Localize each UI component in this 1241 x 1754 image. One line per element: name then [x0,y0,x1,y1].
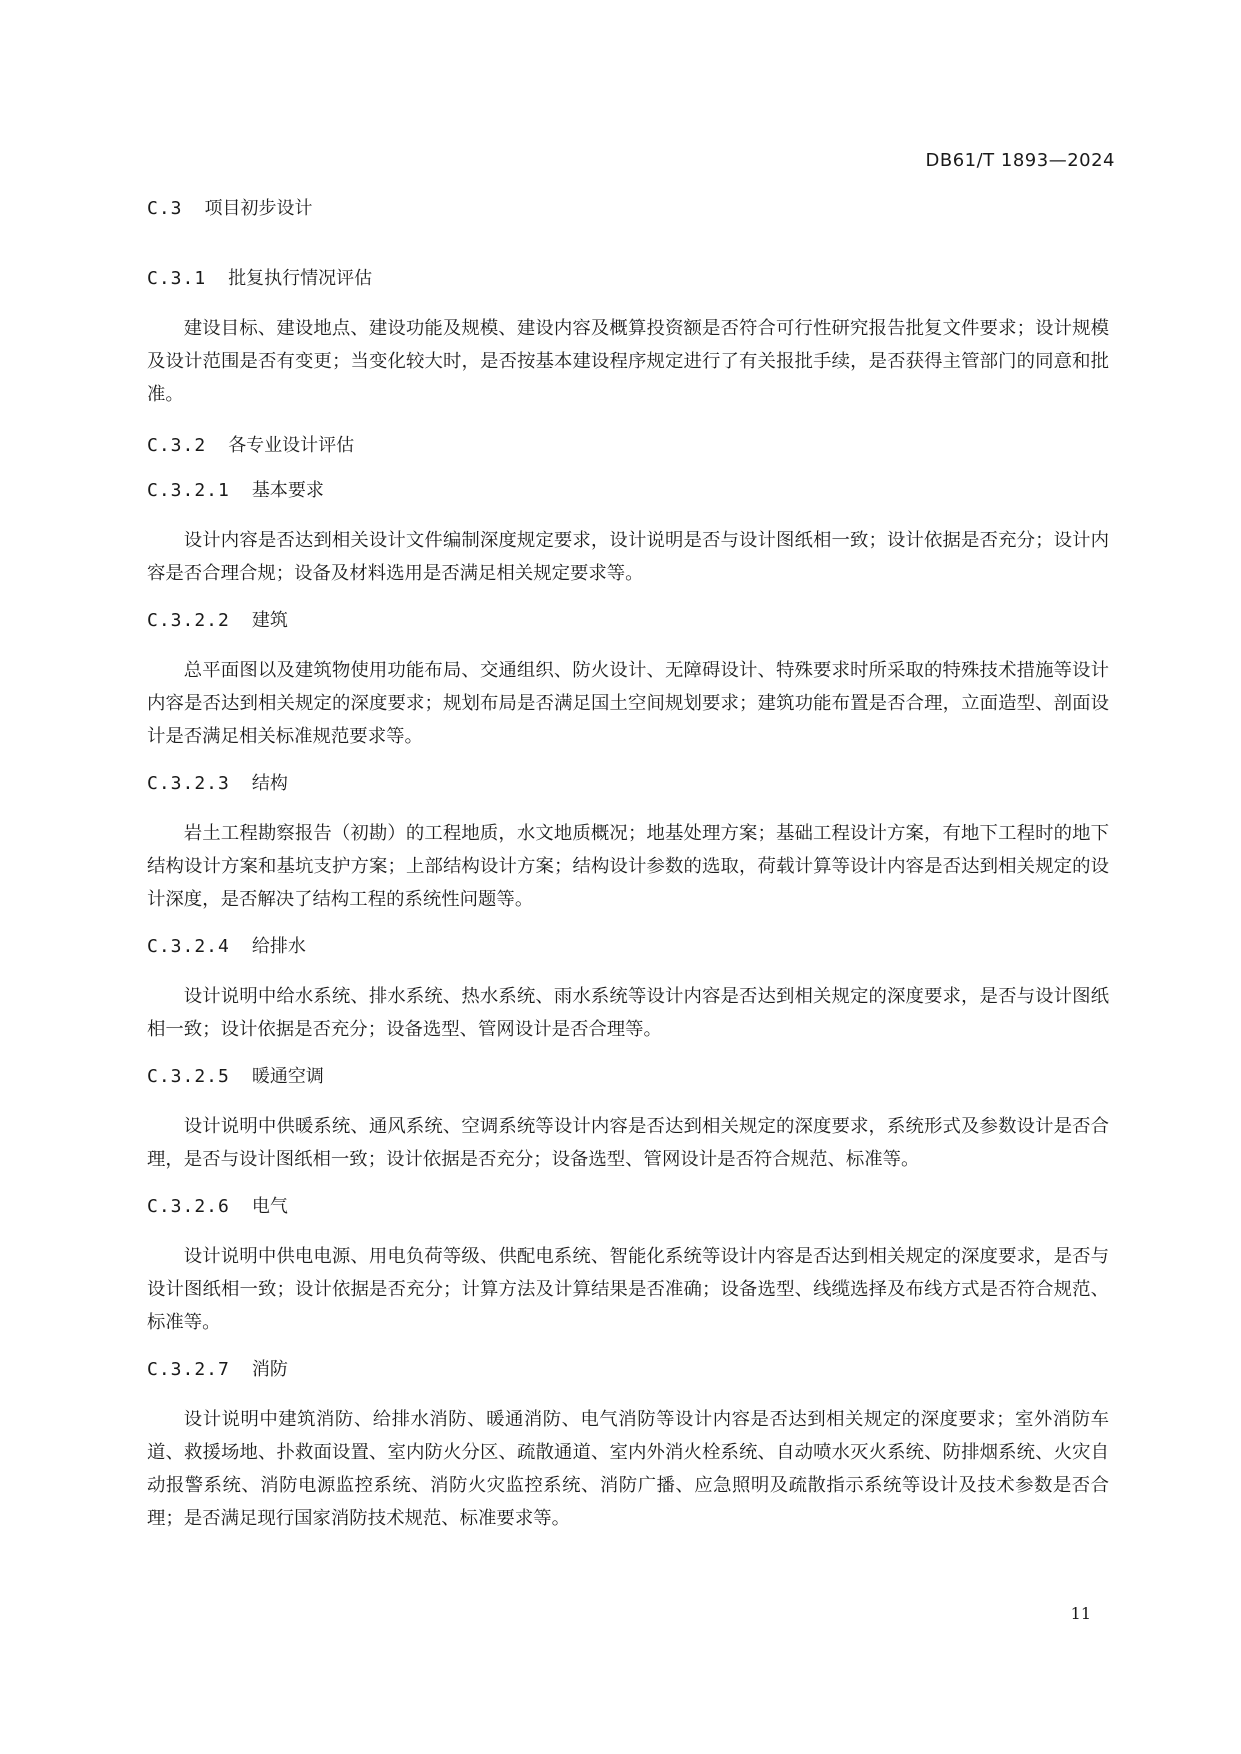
section-title: 结构 [251,773,288,794]
section-heading-c3-2-6 [147,1194,1109,1220]
section-number: C.3 [147,198,183,219]
section-title: 批复执行情况评估 [228,268,373,289]
section-heading-c3-2-5 [147,1064,1109,1090]
section-number: C.3.2.5 [147,1066,230,1087]
paragraph-c3-2-2: 总平面图以及建筑物使用功能布局、交通组织、防火设计、无障碍设计、特殊要求时所采取的特殊技术措施等设计内容是否达到相关规定的深度要求；规划布局是否满足国土空间规划要求；建筑功能布置是否合理，立面造型、剖面设计是否满足相关标准规范要求等。 [147,660,1109,747]
document-body [147,196,1109,1535]
paragraph-c3-2-7: 设计说明中建筑消防、给排水消防、暖通消防、电气消防等设计内容是否达到相关规定的深度要求；室外消防车道、救援场地、扑救面设置、室内防火分区、疏散通道、室内外消火栓系统、自动喷水灭火系统、防排烟系统、火灾自动报警系统、消防电源监控系统、消防火灾监控系统、消防广播、应急照明及疏散指示系统等设计及技术参数是否合理；是否满足现行国家消防技术规范、标准要求等。 [147,1409,1109,1529]
section-number: C.3.2.1 [147,480,230,501]
paragraph-c3-2-1: 设计内容是否达到相关设计文件编制深度规定要求，设计说明是否与设计图纸相一致；设计依据是否充分；设计内容是否合理合规；设备及材料选用是否满足相关规定要求等。 [147,530,1109,584]
section-heading-c3 [147,196,1109,222]
section-number: C.3.2.2 [147,610,230,631]
section-number: C.3.2.6 [147,1196,230,1217]
section-heading-c3-2-1 [147,478,1109,504]
paragraph-c3-1: 建设目标、建设地点、建设功能及规模、建设内容及概算投资额是否符合可行性研究报告批复文件要求；设计规模及设计范围是否有变更；当变化较大时，是否按基本建设程序规定进行了有关报批手续，是否获得主管部门的同意和批准。 [147,318,1109,405]
section-title: 暖通空调 [251,1066,324,1087]
section-heading-c3-2-2 [147,608,1109,634]
section-number: C.3.2.4 [147,936,230,957]
section-title: 消防 [251,1359,288,1380]
section-number: C.3.2 [147,435,207,456]
section-number: C.3.2.7 [147,1359,230,1380]
section-title: 给排水 [251,936,306,957]
section-number: C.3.2.3 [147,773,230,794]
section-title: 项目初步设计 [204,198,313,219]
section-number: C.3.1 [147,268,207,289]
paragraph-c3-2-3: 岩土工程勘察报告（初勘）的工程地质，水文地质概况；地基处理方案；基础工程设计方案，有地下工程时的地下结构设计方案和基坑支护方案；上部结构设计方案；结构设计参数的选取，荷载计算等设计内容是否达到相关规定的设计深度，是否解决了结构工程的系统性问题等。 [147,823,1109,910]
section-title: 建筑 [251,610,288,631]
section-title: 各专业设计评估 [228,435,355,456]
page-number: 11 [1070,1604,1091,1623]
paragraph-c3-2-5: 设计说明中供暖系统、通风系统、空调系统等设计内容是否达到相关规定的深度要求，系统形式及参数设计是否合理，是否与设计图纸相一致；设计依据是否充分；设备选型、管网设计是否符合规范、标准等。 [147,1116,1109,1170]
paragraph-c3-2-4: 设计说明中给水系统、排水系统、热水系统、雨水系统等设计内容是否达到相关规定的深度要求，是否与设计图纸相一致；设计依据是否充分；设备选型、管网设计是否合理等。 [147,986,1109,1040]
section-title: 基本要求 [251,480,324,501]
section-heading-c3-2-7 [147,1357,1109,1383]
paragraph-c3-2-6: 设计说明中供电电源、用电负荷等级、供配电系统、智能化系统等设计内容是否达到相关规定的深度要求，是否与设计图纸相一致；设计依据是否充分；计算方法及计算结果是否准确；设备选型、线缆选择及布线方式是否符合规范、标准等。 [147,1246,1109,1333]
section-heading-c3-2-4 [147,934,1109,960]
section-heading-c3-2-3 [147,771,1109,797]
section-title: 电气 [251,1196,288,1217]
section-heading-c3-1 [147,266,1109,292]
document-code: DB61/T 1893—2024 [925,150,1115,171]
section-heading-c3-2 [147,433,1109,459]
